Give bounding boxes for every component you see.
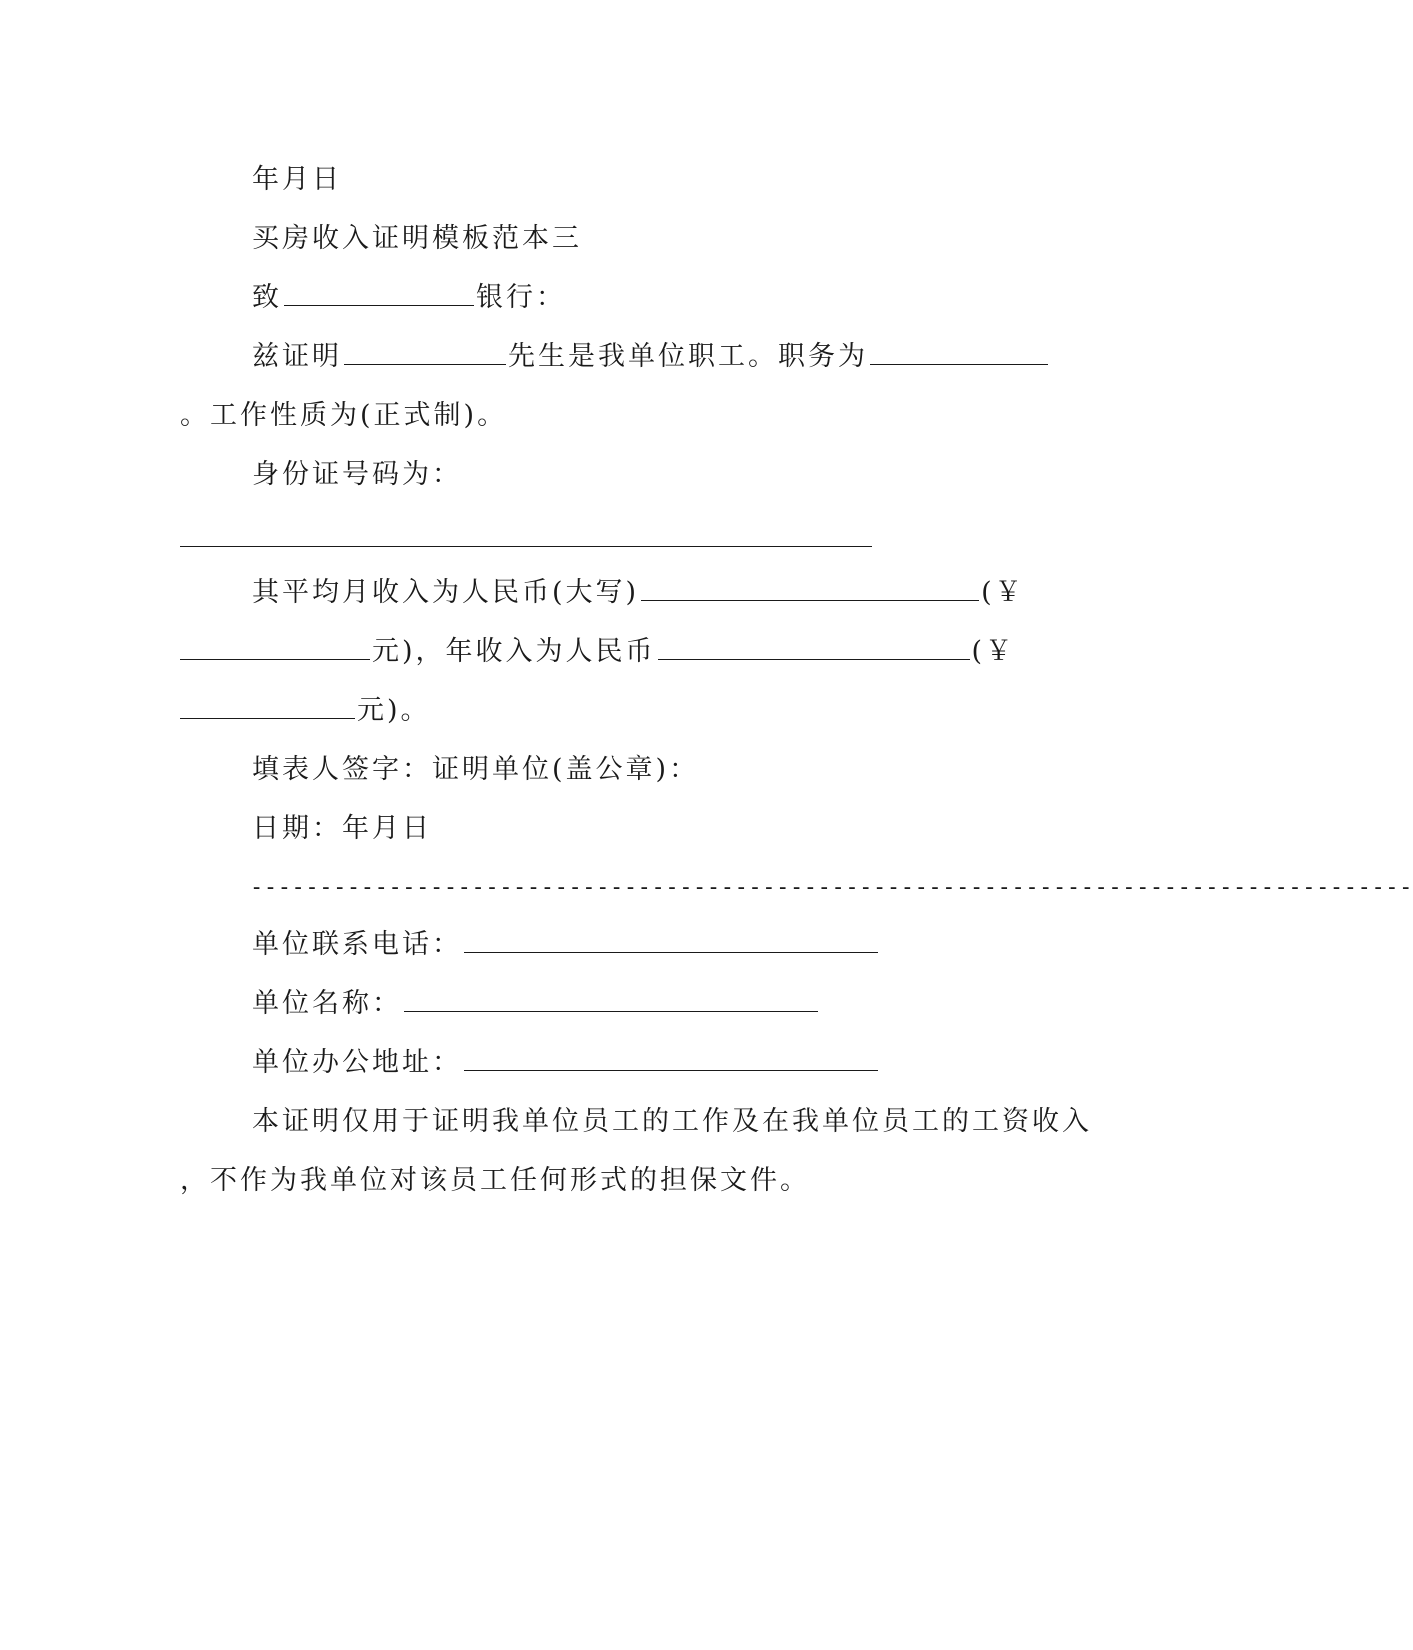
separator-text: ------------------------------------------------------------------------------------: [250, 875, 1413, 900]
date-label-line: [252, 812, 432, 846]
unit-name-label: 单位名称：: [252, 988, 402, 1019]
date-line: [252, 163, 342, 197]
address-blank[interactable]: [464, 1048, 878, 1071]
document-title: [252, 222, 582, 256]
date-label: 日期：年月日: [252, 813, 432, 844]
yen-open-2: (￥: [971, 636, 1016, 667]
unit-name-line: [252, 987, 820, 1021]
work-nature-text: 。工作性质为(正式制)。: [180, 400, 508, 431]
phone-line: [252, 928, 880, 962]
address-line: [252, 1046, 880, 1080]
disclaimer-line-1: [252, 1105, 1092, 1139]
monthly-income-amount-blank[interactable]: [180, 637, 370, 660]
annual-income-words-blank[interactable]: [658, 637, 970, 660]
income-end: 元)。: [357, 695, 431, 726]
unit-name-blank[interactable]: [404, 989, 818, 1012]
certify-prefix: 兹证明: [252, 341, 342, 372]
separator-line: [250, 876, 1413, 900]
signature-line: [252, 753, 699, 787]
monthly-income-line: [252, 576, 1025, 610]
disclaimer-text-1: 本证明仅用于证明我单位员工的工作及在我单位员工的工资收入: [252, 1106, 1092, 1137]
annual-income-line: [180, 635, 1015, 669]
id-label-line: [252, 458, 462, 492]
addressee-line: [252, 281, 566, 315]
disclaimer-text-2: ，不作为我单位对该员工任何形式的担保文件。: [180, 1165, 810, 1196]
address-label: 单位办公地址：: [252, 1047, 462, 1078]
to-prefix: 致: [252, 282, 282, 313]
employee-name-blank[interactable]: [344, 342, 506, 365]
signature-text: 填表人签字：证明单位(盖公章)：: [252, 754, 700, 785]
phone-blank[interactable]: [464, 930, 878, 953]
title-text: 买房收入证明模板范本三: [252, 223, 582, 254]
to-suffix: 银行：: [476, 282, 566, 313]
certify-line: [252, 340, 1050, 374]
income-end-line: [180, 694, 431, 728]
id-label: 身份证号码为：: [252, 459, 462, 490]
annual-income-amount-blank[interactable]: [180, 696, 355, 719]
work-nature-line: [180, 399, 507, 433]
date-text: 年月日: [252, 164, 342, 195]
certify-middle: 先生是我单位职工。职务为: [508, 341, 868, 372]
yen-open: (￥: [981, 577, 1025, 608]
position-blank[interactable]: [870, 342, 1048, 365]
monthly-income-words-blank[interactable]: [641, 578, 979, 601]
income-mid: 元)，年收入为人民币: [372, 636, 656, 667]
id-number-blank[interactable]: [180, 546, 872, 547]
bank-name-blank[interactable]: [284, 283, 474, 306]
income-prefix: 其平均月收入为人民币(大写): [252, 577, 640, 608]
phone-label: 单位联系电话：: [252, 929, 462, 960]
disclaimer-line-2: [180, 1164, 810, 1198]
